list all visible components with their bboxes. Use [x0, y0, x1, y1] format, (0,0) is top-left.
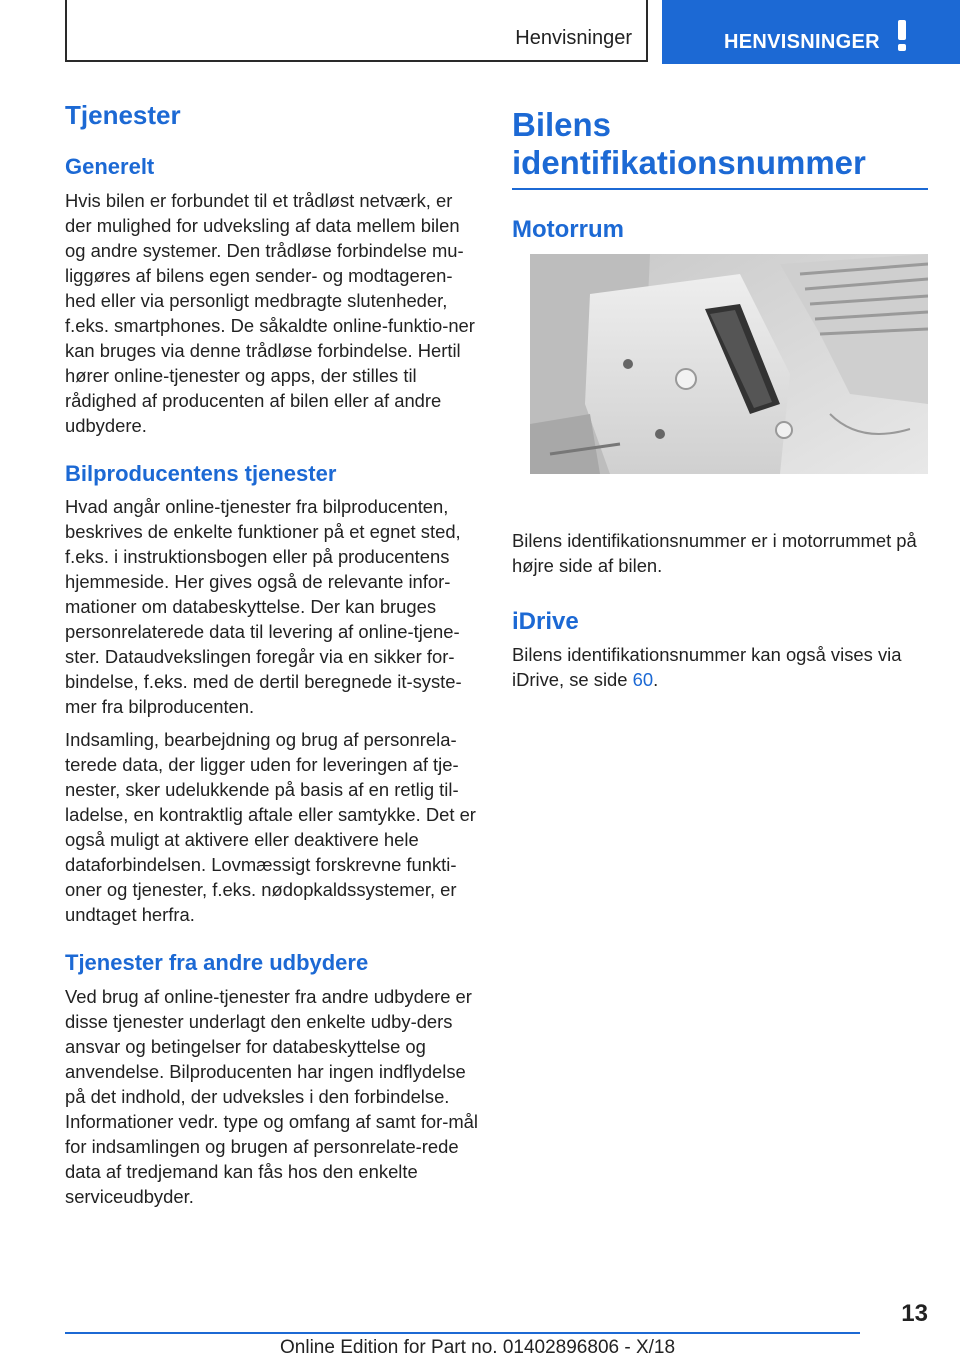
- paragraph-bilproducentens-2: Indsamling, bearbejdning og brug af personrela‐terede data, der ligger uden for leveringen af tje‐nester, sker udelukkende på basis af en retlig til‐ladelse, en kontraktlig aftale eller samtykke. Det er også muligt at aktivere eller deaktivere hele dataforbindelsen. Lovmæssigt forskrevne funkti‐oner og tjenester, f.eks. nødopkaldssystemer, er undtaget herfra.: [65, 729, 476, 926]
- paragraph-generelt: Hvis bilen er forbundet til et trådløst netværk, er der mulighed for udveksling af data mellem bilen og andre systemer. Den trådløse forbindelse mu‐liggøres af bilens egen sender- og modtageren‐hed eller via personligt medbragte slutenheder, f.eks. smartphones. De såkaldte online-funktio‐ner kan bruges via denne trådløse forbindelse. Hertil hører online-tjenester og apps, der stilles til rådighed af producenten af bilen eller af andre udbydere.: [65, 189, 475, 436]
- paragraph-andre-udbydere: Ved brug af online-tjenester fra andre udbydere er disse tjenester underlagt den enkelte udby‐ders ansvar og betingelser for databeskyttelse og anvendelse. Bilproducenten har ingen indflydelse på det indhold, der udveksles i den forbindelse. Informationer vedr. type og omfang af samt for‐mål for indsamlingen og brugen af personrelate‐rede data af tredjemand kan fås hos den enkelte serviceudbyder.: [65, 985, 478, 1207]
- title-divider: [512, 188, 928, 190]
- section-title-tjenester: Tjenester: [65, 100, 181, 130]
- heading-idrive: iDrive: [512, 608, 579, 635]
- page-60-link[interactable]: 60: [632, 669, 654, 690]
- heading-generelt: Generelt: [65, 154, 155, 180]
- left-column: [65, 100, 480, 1217]
- paragraph-motorrum: Bilens identifikationsnummer er i motorrummet på højre side af bilen.: [512, 530, 917, 576]
- footer-edition: Online Edition for Part no. 01402896806 - X/18: [280, 1337, 676, 1358]
- page-number: 13: [901, 1300, 928, 1327]
- paragraph-idrive: [512, 642, 928, 692]
- header-section-box: [65, 0, 648, 62]
- heading-motorrum: Motorrum: [512, 216, 624, 243]
- section-title-vin: [512, 106, 928, 182]
- right-column: [512, 100, 928, 700]
- paragraph-bilproducentens-1: Hvad angår online-tjenester fra bilproducenten, beskrives de enkelte funktioner på et egnet sted, f.eks. i instruktionsbogen eller på producentens hjemmeside. Her gives også de relevante infor‐mationer om databeskyttelse. Der kan bruges personrelaterede data til levering af online-tjene‐ster. Dataudvekslingen foregår via en sikker for‐bindelse, f.eks. med de dertil beregnede it-syste‐mer fra bilproducenten.: [65, 496, 462, 718]
- section-title-vin-line2: identifikationsnummer: [512, 144, 866, 181]
- section-title-vin-line1: Bilens: [512, 106, 612, 143]
- heading-andre-udbydere: Tjenester fra andre udbydere: [65, 950, 369, 976]
- engine-bay-photo: [530, 254, 928, 474]
- footer-divider: [65, 1332, 860, 1334]
- header-chapter-title: HENVISNINGER: [724, 31, 880, 53]
- heading-bilproducentens-tjenester: Bilproducentens tjenester: [65, 460, 337, 486]
- header-chapter-tab[interactable]: [662, 0, 960, 64]
- idrive-text-end: .: [653, 669, 659, 690]
- idrive-text: Bilens identifikationsnummer kan også vises via iDrive, se side: [512, 644, 902, 690]
- exclamation-icon: [898, 20, 906, 50]
- header-section-title: Henvisninger: [515, 27, 632, 49]
